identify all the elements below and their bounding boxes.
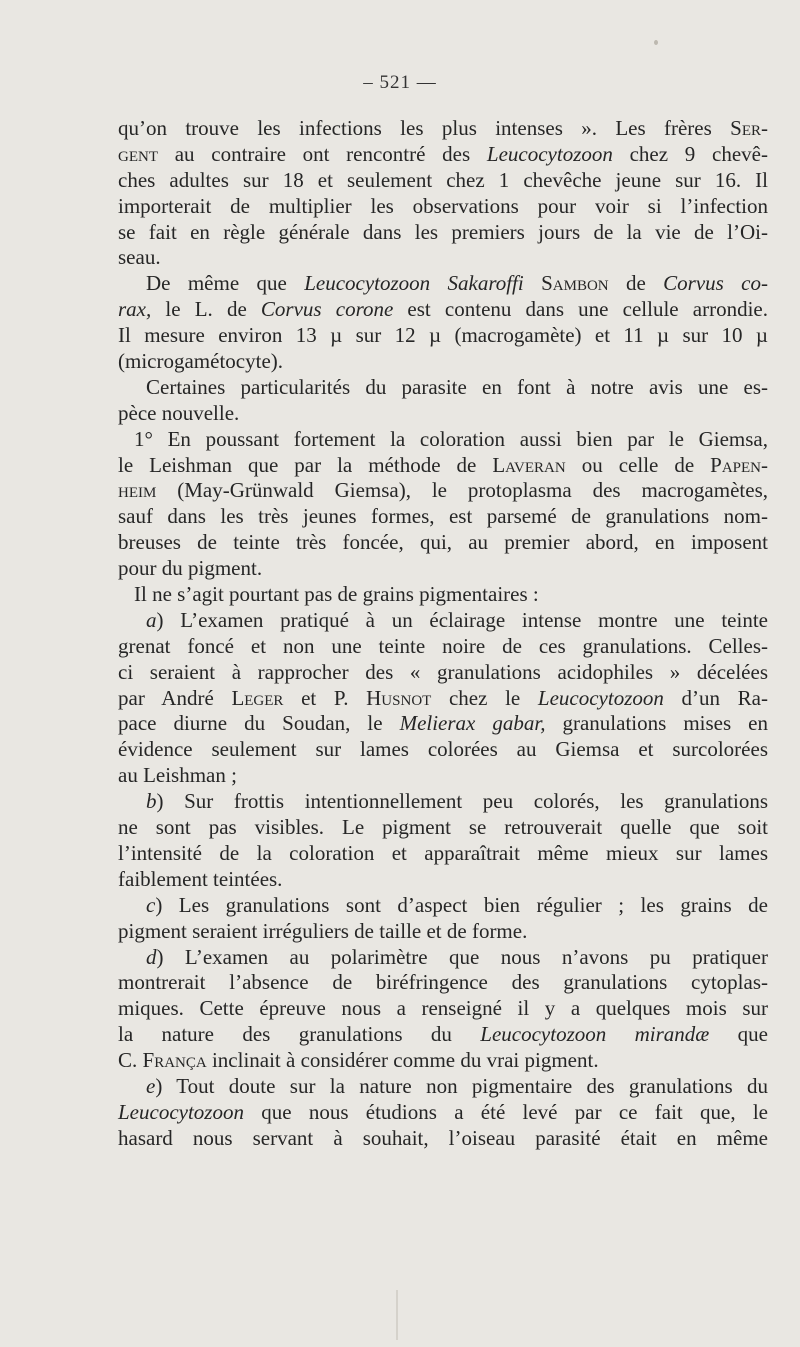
text-line: 1° En poussant fortement la coloration aussi bien par le Giemsa, <box>134 426 768 451</box>
text-line: importerait de multiplier les observations pour voir si l’infection <box>118 193 768 218</box>
italic-text: Melierax gabar, <box>399 711 546 736</box>
text-line: au Leishman ; <box>118 763 237 788</box>
text-line: évidence seulement sur lames colorées au Giemsa et surcolorées <box>118 737 768 762</box>
italic-text: d <box>146 944 157 969</box>
text-line: qu’on trouve les infections les plus intenses ». Les frères Ser- <box>118 116 768 140</box>
text-line: gent au contraire ont rencontré des Leucocytozoon chez 9 chevê- <box>118 141 768 166</box>
text-line: Il mesure environ 13 µ sur 12 µ (macrogamète) et 11 µ sur 10 µ <box>118 323 768 348</box>
text-line: pigment seraient irréguliers de taille et de forme. <box>118 918 528 943</box>
italic-text: Leucocytozoon <box>118 1099 244 1124</box>
text-line: pèce nouvelle. <box>118 400 240 425</box>
small-caps-name: gent <box>118 141 158 166</box>
text-line: c) Les granulations sont d’aspect bien régulier ; les grains de <box>146 892 768 917</box>
text-line: e) Tout doute sur la nature non pigmentaire des granulations du <box>146 1073 768 1098</box>
text-line: De même que Leucocytozoon Sakaroffi Sambon de Corvus co- <box>146 271 768 296</box>
small-caps-name: heim <box>118 478 157 503</box>
small-caps-name: Papen- <box>710 452 768 477</box>
text-line: Leucocytozoon que nous étudions a été levé par ce fait que, le <box>118 1099 768 1124</box>
text-line: rax, le L. de Corvus corone est contenu dans une cellule arrondie. <box>118 297 768 322</box>
small-caps-name: Husnot <box>366 685 432 710</box>
italic-text: e <box>146 1073 156 1098</box>
text-line: pour du pigment. <box>118 556 263 581</box>
small-caps-name: Sambon <box>541 271 609 296</box>
text-line: breuses de teinte très foncée, qui, au premier abord, en imposent <box>118 530 768 555</box>
italic-text: Leucocytozoon <box>486 141 613 166</box>
italic-text: Leucocytozoon mirandæ <box>480 1022 710 1047</box>
paper-blemish <box>654 40 658 45</box>
text-line: d) L’examen au polarimètre que nous n’avons pu pratiquer <box>146 944 768 969</box>
text-line: pace diurne du Soudan, le Melierax gabar, granulations mises en <box>118 711 768 736</box>
text-line: se fait en règle générale dans les premiers jours de la vie de l’Oi- <box>118 219 768 244</box>
italic-text: a <box>146 607 157 632</box>
text-line: par André Leger et P. Husnot chez le Leucocytozoon d’un Ra- <box>118 685 768 710</box>
text-line: miques. Cette épreuve nous a renseigné il y a quelques mois sur <box>118 996 768 1021</box>
text-line: faiblement teintées. <box>118 866 283 891</box>
text-line: la nature des granulations du Leucocytozoon mirandæ que <box>118 1022 769 1047</box>
italic-text: Leucocytozoon Sakaroffi <box>304 271 524 296</box>
italic-text: b <box>146 789 157 814</box>
italic-text: Corvus co- <box>663 271 768 296</box>
text-line: ci seraient à rapprocher des « granulations acidophiles » décelées <box>118 659 768 684</box>
text-line: l’intensité de la coloration et apparaîtrait même mieux sur lames <box>118 840 768 865</box>
text-line: (microgamétocyte). <box>118 349 284 374</box>
small-caps-name: Leger <box>231 685 284 710</box>
text-line: C. França inclinait à considérer comme du vrai pigment. <box>118 1048 599 1073</box>
text-line: ches adultes sur 18 et seulement chez 1 chevêche jeune sur 16. Il <box>118 167 768 192</box>
small-caps-name: Laveran <box>492 452 566 477</box>
text-line: b) Sur frottis intentionnellement peu colorés, les granulations <box>146 789 768 814</box>
italic-text: Corvus corone <box>260 297 394 322</box>
text-line: Il ne s’agit pourtant pas de grains pigmentaires : <box>134 582 539 607</box>
italic-text: rax, <box>118 297 152 322</box>
small-caps-name: França <box>142 1048 207 1073</box>
text-line: sauf dans les très jeunes formes, est parsemé de granulations nom- <box>118 504 768 529</box>
text-line: heim (May-Grünwald Giemsa), le protoplasma des macrogamètes, <box>118 478 768 503</box>
body-text <box>118 116 768 1152</box>
text-line: a) L’examen pratiqué à un éclairage intense montre une teinte <box>146 607 768 632</box>
text-line: montrerait l’absence de biréfringence des granulations cytoplas- <box>118 970 768 995</box>
page-number: – 521 — <box>363 72 437 93</box>
paper-blemish <box>396 1290 398 1340</box>
italic-text: Leucocytozoon <box>537 685 664 710</box>
text-line: ne sont pas visibles. Le pigment se retrouverait quelle que soit <box>118 815 768 840</box>
text-line: grenat foncé et non une teinte noire de ces granulations. Celles- <box>118 633 768 658</box>
text-line: seau. <box>118 245 161 270</box>
italic-text: c <box>146 892 156 917</box>
text-line: hasard nous servant à souhait, l’oiseau parasité était en même <box>118 1125 768 1150</box>
text-line: Certaines particularités du parasite en font à notre avis une es- <box>146 374 768 399</box>
small-caps-name: Ser- <box>730 116 768 140</box>
text-line: le Leishman que par la méthode de Laveran ou celle de Papen- <box>118 452 768 477</box>
